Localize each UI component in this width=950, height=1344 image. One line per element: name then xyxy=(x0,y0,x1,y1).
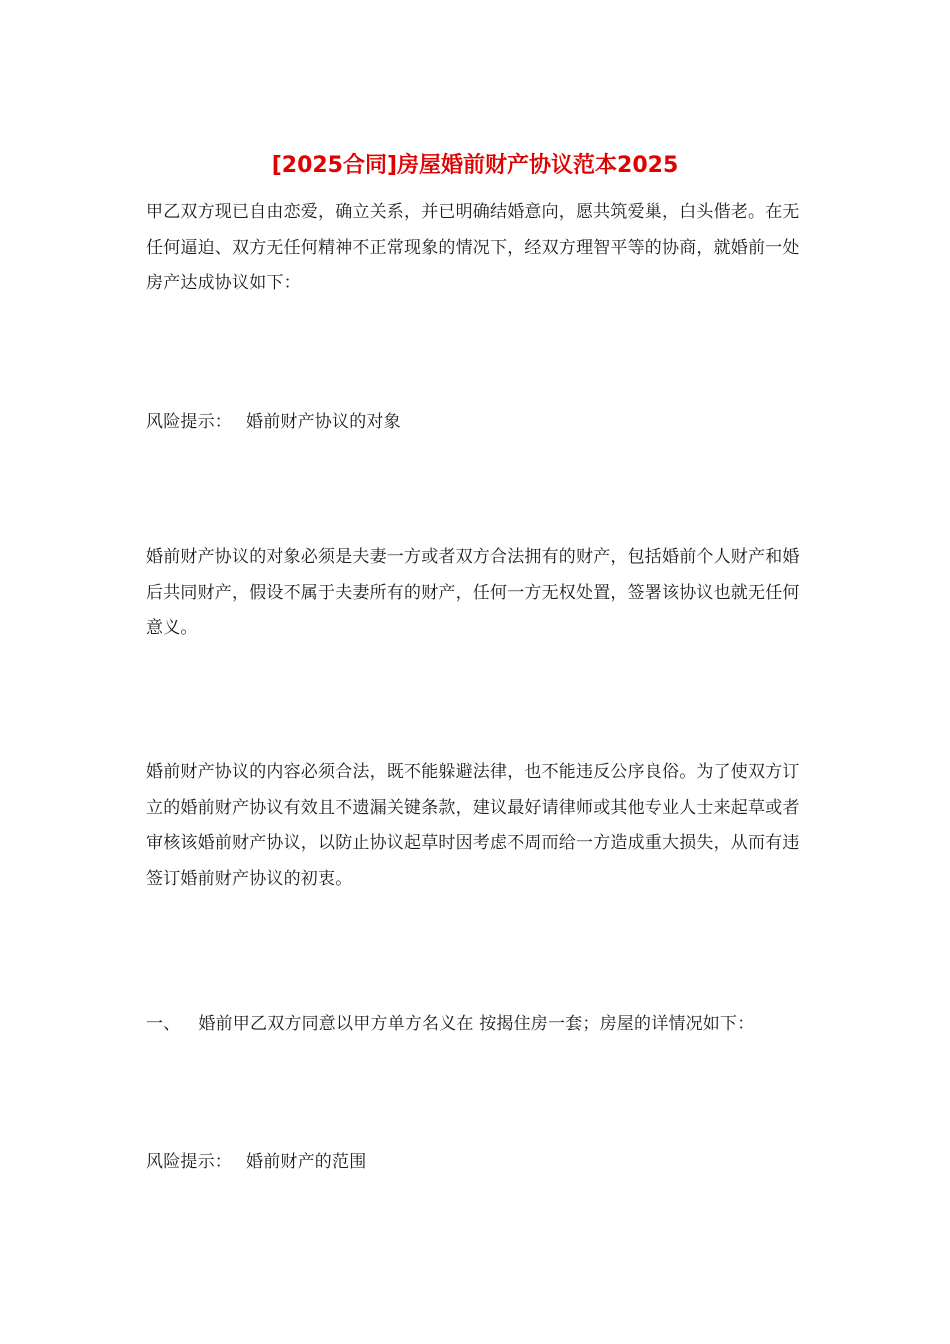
clause-one xyxy=(146,1007,826,1043)
risk-tip-label: 风险提示： xyxy=(146,1152,232,1172)
clause-text: 婚前甲乙双方同意以甲方单方名义在 按揭住房一套；房屋的详情况如下： xyxy=(198,1014,755,1034)
clause-number: 一、 xyxy=(146,1014,181,1034)
risk-tip-label: 风险提示： xyxy=(146,412,232,432)
intro-paragraph: 甲乙双方现已自由恋爱，确立关系，并已明确结婚意向，愿共筑爱巢，白头偕老。在无任何逼迫、双方无任何精神不正常现象的情况下，经双方理智平等的协商，就婚前一处房产达成协议如下： xyxy=(146,202,800,293)
risk-tip-text: 婚前财产协议的对象 xyxy=(246,412,401,432)
object-paragraph: 婚前财产协议的对象必须是夫妻一方或者双方合法拥有的财产，包括婚前个人财产和婚后共同财产，假设不属于夫妻所有的财产，任何一方无权处置，签署该协议也就无任何意义。 xyxy=(146,547,800,638)
document-title: [2025合同]房屋婚前财产协议范本2025 xyxy=(271,153,679,178)
risk-tip-scope xyxy=(146,1145,806,1181)
risk-tip-text: 婚前财产的范围 xyxy=(246,1152,367,1172)
content-paragraph: 婚前财产协议的内容必须合法，既不能躲避法律，也不能违反公序良俗。为了使双方订立的婚前财产协议有效且不遗漏关键条款，建议最好请律师或其他专业人士来起草或者审核该婚前财产协议，以防止协议起草时因考虑不周而给一方造成重大损失，从而有违签订婚前财产协议的初衷。 xyxy=(146,762,800,889)
risk-tip-object xyxy=(146,405,806,441)
